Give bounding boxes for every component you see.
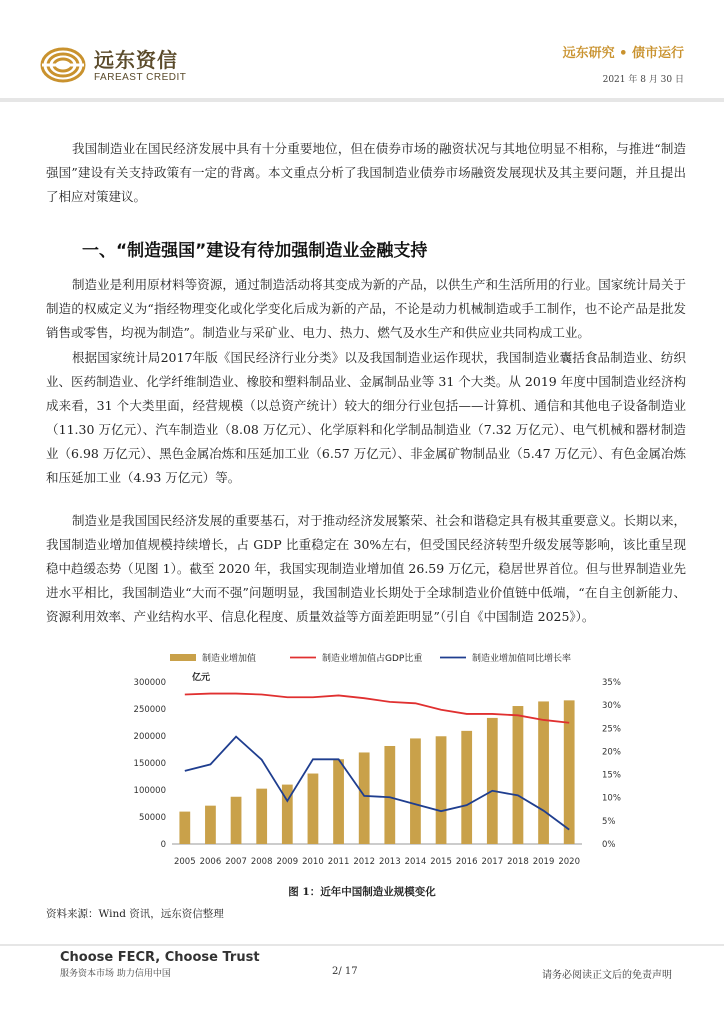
x-tick-label: 2018 [507,857,529,867]
x-tick-label: 2006 [199,857,222,867]
y-right-tick-label: 20% [602,747,621,758]
brand-name: 远东资信 [94,48,178,72]
bar [359,752,370,844]
y-left-tick-label: 150000 [133,759,166,769]
report-type: 远东研究 • 债市运行 [562,46,684,61]
body-paragraph: 制造业是我国国民经济发展的重要基石，对于推动经济发展繁荣、社会和谐稳定具有极其重要意义。长期以来，我国制造业增加值规模持续增长，占 GDP 比重稳定在 30%左右，但受国民经济转型升级发展等影响，该比重呈现稳中趋缓态势（见图 1）。截至 2020 年，我国实现制造业增加值 26.59 万亿元，稳居世界首位。但与世界制造业先进水平相比，我国制造业“大而不强”问题明显，我国制造业长期处于全球制造业价值链中低端，“在自主创新能力、资源利用效率、产业结构水平、信息化程度、质量效益等方面差距明显”（引自《中国制造 2025》）。 [46,513,686,624]
bar [487,718,498,844]
series-line [185,694,569,723]
legend-label: 制造业增加值占GDP比重 [322,654,423,664]
footer-divider [0,944,724,946]
legend-swatch [170,654,196,661]
y-right-tick-label: 5% [602,816,616,827]
x-tick-label: 2009 [276,857,299,867]
y-right-tick-label: 35% [602,678,621,688]
header-divider [0,98,724,102]
y-right-tick-label: 25% [602,724,621,735]
series-line [185,737,569,830]
x-tick-label: 2016 [455,857,478,867]
legend-label: 制造业增加值 [202,654,257,664]
bar [333,759,344,844]
section-heading: 一、“制造强国”建设有待加强制造业金融支持 [82,241,428,261]
x-tick-label: 2007 [225,857,247,867]
x-tick-label: 2008 [250,857,273,867]
bar [436,736,447,844]
y-right-tick-label: 0% [602,840,616,850]
fareast-logo-icon [40,46,86,84]
x-tick-label: 2020 [558,857,581,867]
x-tick-label: 2019 [532,857,555,867]
bar [256,789,267,844]
y-left-tick-label: 300000 [133,678,166,688]
bar [205,806,216,844]
figure-caption: 图 1：近年中国制造业规模变化 [288,886,436,898]
x-tick-label: 2017 [481,857,504,867]
x-tick-label: 2010 [302,857,324,867]
x-tick-label: 2013 [378,857,401,867]
report-date: 2021 年 8 月 30 日 [602,75,684,85]
y-left-tick-label: 250000 [133,705,166,715]
intro-paragraph: 我国制造业在国民经济发展中具有十分重要地位，但在债券市场的融资状况与其地位明显不相称，与推进“制造强国”建设有关支持政策有一定的背离。本文重点分析了我国制造业债券市场融资发展现状及其主要问题，并且提出了相应对策建议。 [46,141,686,204]
body-paragraph: 根据国家统计局2017年版《国民经济行业分类》以及我国制造业运作现状，我国制造业囊括食品制造业、纺织业、医药制造业、化学纤维制造业、橡胶和塑料制品业、金属制品业等 31 个大类。从 2019 年度中国制造业经济构成来看，31 个大类里面，经营规模（以总资产统计）较大的细分行业包括——计算机、通信和其他电子设备制造业（11.30 万亿元）、汽车制造业（8.08 万亿元）、化学原料和化学制品制造业（7.32 万亿元）、电气机械和器材制造业（6.98 万亿元）、黑色金属冶炼和压延加工业（6.57 万亿元）、非金属矿物制品业（5.47 万亿元）、有色金属冶炼和压延加工业（4.93 万亿元）等。 [46,350,686,485]
y-left-tick-label: 100000 [133,786,166,796]
y-left-tick-label: 50000 [138,813,166,823]
x-tick-label: 2014 [404,857,427,867]
x-tick-label: 2015 [430,857,452,867]
x-tick-label: 2012 [353,857,376,867]
brand-name-en: FAREAST CREDIT [94,72,187,83]
page-number: 2/ 17 [332,966,358,977]
y-right-tick-label: 10% [602,793,621,804]
bar [231,797,242,844]
body-paragraph: 制造业是利用原材料等资源，通过制造活动将其变成为新的产品，以供生产和生活所用的行业。国家统计局关于制造的权威定义为“指经物理变化或化学变化后成为新的产品，不论是动力机械制造或手工制作，也不论产品是批发销售或零售，均视为制造”。制造业与采矿业、电力、热力、燃气及水生产和供应业共同构成工业。 [46,277,686,340]
footer-disclaimer: 请务必阅读正文后的免责声明 [542,970,672,981]
bar [179,812,190,844]
manufacturing-chart [130,646,624,874]
x-tick-label: 2011 [327,857,350,867]
bar [384,746,395,844]
bar [538,701,549,844]
footer-subtitle: 服务资本市场 助力信用中国 [60,969,171,979]
x-tick-label: 2005 [173,857,196,867]
bar [410,738,421,844]
legend-label: 制造业增加值同比增长率 [472,654,572,664]
bar [461,731,472,844]
bar [308,774,319,844]
bar [513,706,524,844]
y-right-tick-label: 30% [602,701,621,712]
y-right-tick-label: 15% [602,770,621,781]
page-header [0,0,724,104]
y-unit-label: 亿元 [192,673,211,683]
footer-slogan: Choose FECR, Choose Trust [60,950,260,965]
y-left-tick-label: 200000 [133,732,166,742]
figure-source: 资料来源：Wind 资讯，远东资信整理 [46,908,224,920]
y-left-tick-label: 0 [160,840,166,850]
